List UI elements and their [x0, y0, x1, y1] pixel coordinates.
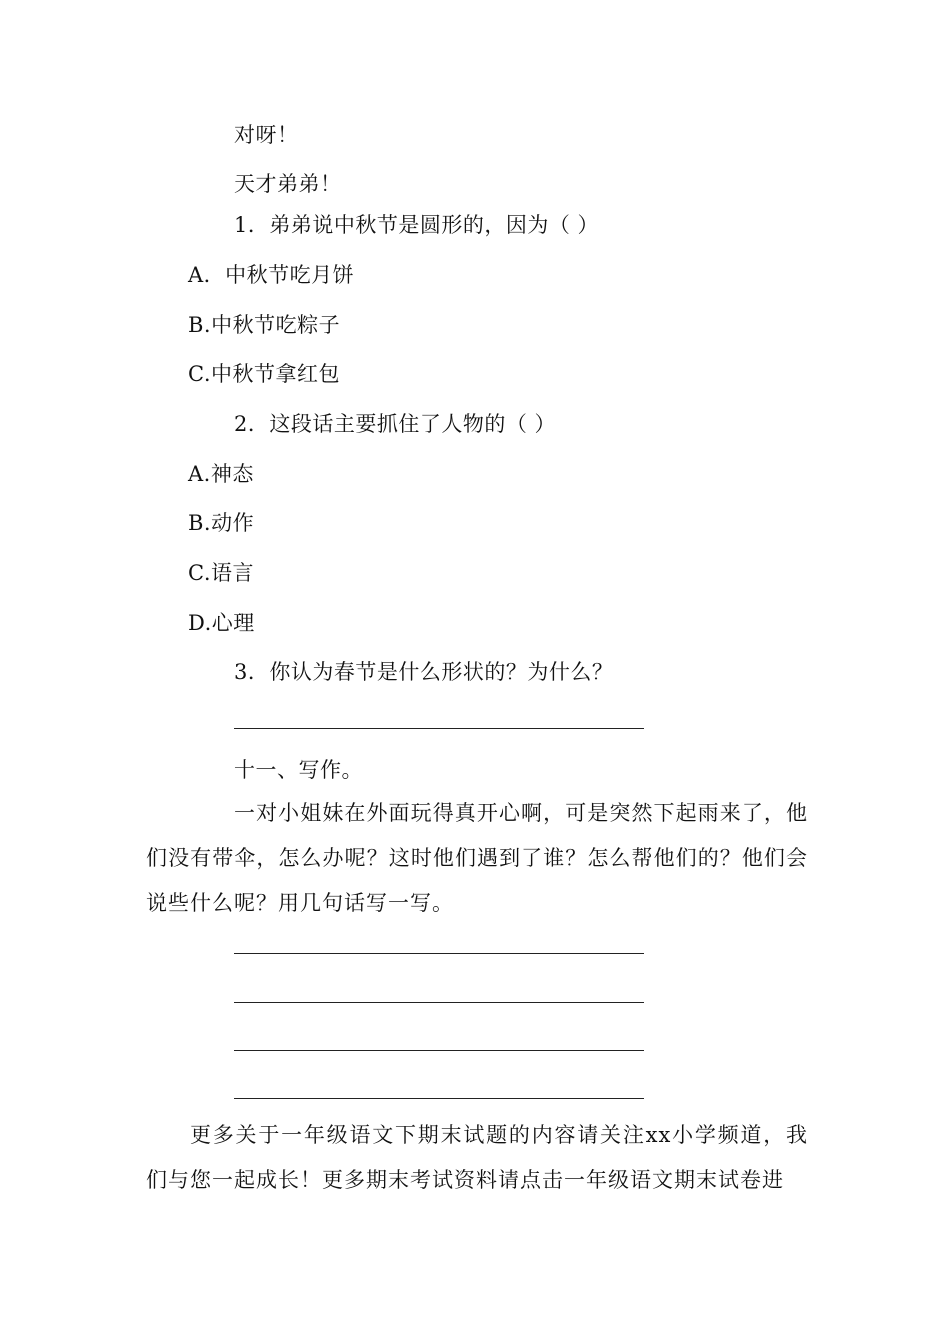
writing-blank-line: [234, 1098, 644, 1099]
answer-blank-line: [234, 728, 644, 729]
writing-prompt: 一对小姐妹在外面玩得真开心啊，可是突然下起雨来了，他们没有带伞，怎么办呢？这时他们遇到了谁？怎么帮他们的？他们会说些什么呢？用几句话写一写。: [146, 801, 808, 915]
question-1-stem: 1．弟弟说中秋节是圆形的，因为（ ）: [234, 213, 600, 237]
question-3-stem: 3．你认为春节是什么形状的？为什么？: [234, 660, 614, 684]
writing-heading: 十一、写作。: [234, 758, 363, 782]
question-1-option-a: A．中秋节吃月饼: [188, 263, 355, 287]
footer-note: 更多关于一年级语文下期末试题的内容请关注xx小学频道，我们与您一起成长！更多期末考试资料请点击一年级语文期末试卷进: [146, 1123, 808, 1192]
question-2-option-a: A.神态: [188, 462, 254, 486]
question-2-stem: 2．这段话主要抓住了人物的（ ）: [234, 412, 557, 436]
question-1-option-c: C.中秋节拿红包: [188, 362, 340, 386]
writing-blank-line: [234, 1050, 644, 1051]
question-2-option-c: C.语言: [188, 561, 254, 585]
intro-line-1: 对呀！: [234, 123, 299, 147]
writing-blank-line: [234, 953, 644, 954]
question-2-option-d: D.心理: [188, 611, 255, 635]
intro-line-2: 天才弟弟！: [234, 172, 342, 196]
question-1-option-b: B.中秋节吃粽子: [188, 313, 341, 337]
writing-blank-line: [234, 1002, 644, 1003]
question-2-option-b: B.动作: [188, 511, 255, 535]
